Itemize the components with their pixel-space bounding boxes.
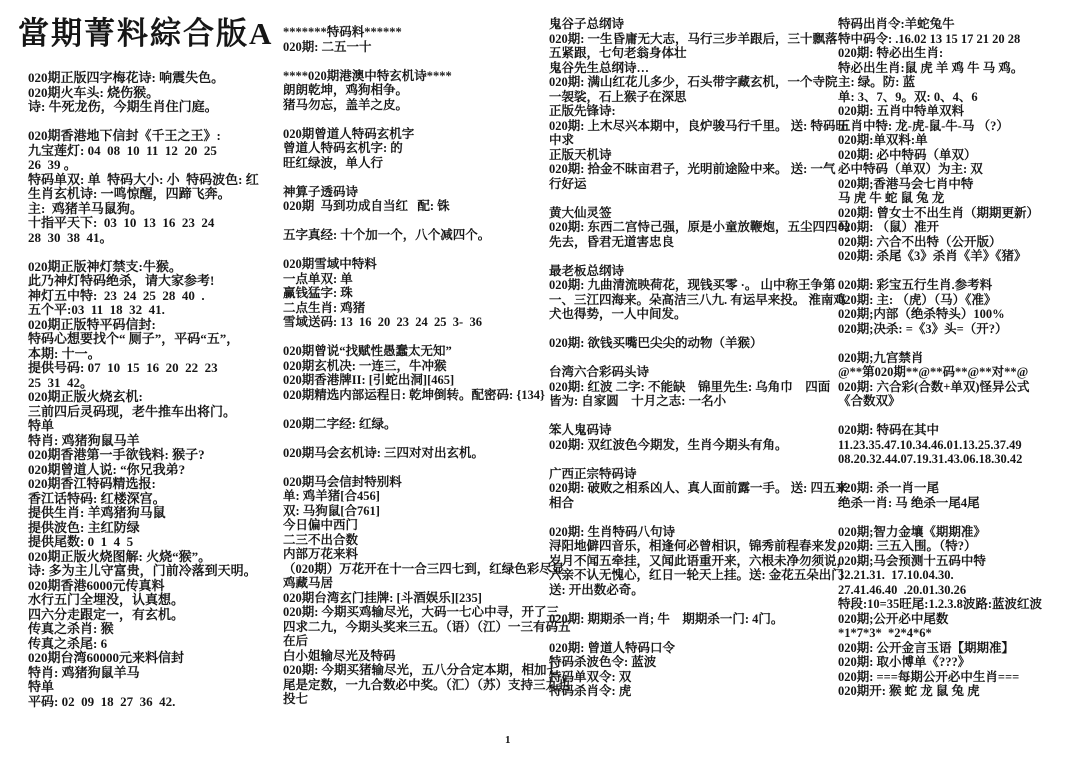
blank-line <box>283 54 545 69</box>
text-line: 020期: 曾道人特码口令 <box>549 640 676 655</box>
text-line: 旺红绿波，单人行 <box>283 155 384 170</box>
text-line: 提供尾数: 0 1 4 5 <box>28 534 134 549</box>
blank-line <box>28 245 283 260</box>
text-line: 020期: 满山红花儿多少，石头带字藏玄机，一个寺院 <box>549 75 838 89</box>
column-3 <box>549 17 851 699</box>
text-line: 特码心想要找个“ 厕子”，平码“五”， <box>28 331 240 346</box>
text-line: 此乃神灯特码绝杀，请大家参考! <box>28 273 215 288</box>
text-line: 020期香江特码精选报: <box>28 476 156 491</box>
text-line: 广西正宗特码诗 <box>549 466 637 481</box>
text-line: 鬼谷先生总纲诗… <box>549 60 650 75</box>
text-line: 020期: 六合彩(合数+单双)怪异公式 <box>838 379 1030 394</box>
text-line: 犬也得势，一人中间发。 <box>549 307 687 321</box>
blank-line <box>549 249 837 264</box>
text-line: 浔阳地僻四音乐，相逢何必曾相识，锦秀前程春来发， <box>549 539 850 553</box>
text-line: 特码出肖令:羊蛇兔牛 <box>838 17 955 31</box>
text-line: 020期正版火烧图解: 火烧“猴”。 <box>28 548 212 564</box>
text-line: 平码: 02 09 18 27 36 42. <box>28 693 176 709</box>
text-line: 提供波色: 主红防绿 <box>28 519 140 535</box>
text-line: 单: 鸡羊猪[合456] <box>283 489 380 503</box>
text-line: 020期: 公开金言玉语【期期准】 <box>838 640 1015 655</box>
blank-line <box>549 409 837 424</box>
blank-line <box>283 214 545 229</box>
text-line: 中求 <box>549 133 575 147</box>
text-line: 11.23.35.47.10.34.46.01.13.25.37.49 <box>838 437 1022 452</box>
text-line: 020期雪域中特料 <box>283 257 377 271</box>
text-line: 一、三江四海来。朵高洁三八九. 有运早来投。 淮南鸡 <box>549 292 846 307</box>
text-line: 必中特码（单双）为主: 双 <box>838 162 983 176</box>
text-line: 六亲不认无愧心，红日一轮天上挂。送: 金花五朵出门 <box>549 568 844 582</box>
text-line: 020期马会玄机诗: 三四对对出玄机。 <box>283 445 485 460</box>
text-line: 香江话特码: 红楼深宫。 <box>28 490 166 506</box>
text-line: @**第020期**@**码**@**对**@ <box>838 365 1029 379</box>
text-line: 020期: 双红波色今期发，生肖今期头有角。 <box>549 437 788 452</box>
text-line: 生肖玄机诗: 一鸣惊醒，四蹄飞奔。 <box>28 186 231 201</box>
text-line: 黄大仙灵签 <box>549 205 612 220</box>
blank-line <box>283 431 545 446</box>
text-line: 020期正版神灯禁支:牛猴。 <box>28 258 182 274</box>
text-line: 020期: 今期买鸡输尽光，大码一七心中寻，开了三 <box>283 605 560 619</box>
text-line: 《合数双》 <box>838 394 901 408</box>
text-line: 一点单双: 单 <box>283 271 353 286</box>
text-line: 020期;公开必中尾数 <box>838 611 949 626</box>
blank-line <box>838 409 1078 424</box>
text-line: 白小姐输尽光及特码 <box>283 648 396 663</box>
text-line: 鬼谷子总纲诗 <box>549 17 625 31</box>
text-line: 020期台湾玄门挂牌: [斗酒娱乐][235] <box>283 590 482 605</box>
text-line: 020期: 破败之相系凶人、真人面前露一手。 送: 四五来 <box>549 481 848 495</box>
text-line: 特码单双令: 双 <box>549 669 632 684</box>
text-line: 台湾六合彩码头诗 <box>549 365 650 379</box>
text-line: 主: 绿。防: 蓝 <box>838 75 916 89</box>
text-line: 皆为: 自家圆 十月之志: 一名小 <box>549 394 727 408</box>
text-line: 鸡藏马居 <box>283 576 334 590</box>
text-line: 28 30 38 41。 <box>28 229 113 245</box>
blank-line <box>838 264 1078 279</box>
text-line: 五个平:03 11 18 32 41. <box>28 302 165 317</box>
text-line: 26 39 。 <box>28 157 77 172</box>
text-line: *******特码料****** <box>283 25 402 39</box>
text-line: 020期;香港马会七肖中特 <box>838 176 974 191</box>
text-line: 岁月不闻五牵挂，又闻此语重开来，六根未净勿须说， <box>549 553 850 568</box>
column-4 <box>838 17 1078 699</box>
text-line: 020期;智力金壤《期期准》 <box>838 524 986 539</box>
text-line: 内部万花来料 <box>283 547 359 561</box>
text-line: 诗: 多为主儿守富贵，门前冷落到天明。 <box>28 563 257 578</box>
text-line: 08.20.32.44.07.19.31.43.06.18.30.42 <box>838 452 1023 466</box>
blank-line <box>28 115 283 130</box>
text-line: 020期;决杀: =《3》头=（开?） <box>838 321 1008 336</box>
text-line: 020期: 曾女士不出生肖（期期更新） <box>838 205 1040 220</box>
text-line: 020期正版火烧玄机: <box>28 389 143 404</box>
text-line: 020期: 取小博单《???》 <box>838 655 971 669</box>
text-line: 一袈裟，石上猴子在深思 <box>549 89 687 104</box>
text-line: 朗朗乾坤，鸡狗相争。 <box>283 83 409 97</box>
blank-line <box>838 336 1078 351</box>
text-line: 020期;九宫禁肖 <box>838 350 924 365</box>
text-line: 020期: 特必出生肖: <box>838 46 944 60</box>
blank-line <box>283 402 545 417</box>
blank-line <box>283 460 545 475</box>
text-line: 九宝莲灯: 04 08 10 11 12 20 25 <box>28 142 217 158</box>
text-line: 三前四后灵码现，老牛推车出将门。 <box>28 403 237 419</box>
text-line: 27.41.46.40 .20.01.30.26 <box>838 582 967 597</box>
text-line: 猪马勿忘，盖羊之皮。 <box>283 97 409 112</box>
text-line: 020期: （鼠）准开 <box>838 220 940 234</box>
text-line: 020期香港第一手欲钱料: 猴子? <box>28 447 205 462</box>
text-line: 020期: 三五入围。（特?） <box>838 539 977 553</box>
text-line: 020期: 生肖特码八句诗 <box>549 524 676 539</box>
text-line: 五肖中特: 龙-虎-鼠-牛-马 （?） <box>838 118 1009 133</box>
text-line: 020期: 六合不出特（公开版） <box>838 234 1002 249</box>
text-line: 020期: 彩宝五行生肖.参考料 <box>838 278 993 292</box>
text-line: 020期 马到功成自当红 配: 铢 <box>283 199 450 213</box>
text-line: 曾道人特码玄机字: 的 <box>283 141 403 155</box>
text-line: 020期香港6000元传真料 <box>28 577 165 593</box>
blank-line <box>549 322 837 337</box>
text-line: 神灯五中特: 23 24 25 28 40 . <box>28 287 205 303</box>
text-line: 特码杀波色令: 蓝波 <box>549 655 657 669</box>
text-line: 020期正版特平码信封: <box>28 316 156 332</box>
text-line: 先去，昏君无道害忠良 <box>549 234 675 249</box>
text-line: 020期香港地下信封《千王之王》: <box>28 128 221 143</box>
text-line: 020期: 欲钱买嘴巴尖尖的动物（羊猴） <box>549 336 763 350</box>
text-line: 单: 3、7、9。双: 0、4、6 <box>838 89 978 104</box>
column-1 <box>28 71 283 709</box>
text-line: 特肖: 鸡猪狗鼠马羊 <box>28 432 140 448</box>
text-line: 传真之杀肖: 猴 <box>28 621 114 636</box>
text-line: 020期: 一生昏庸无大志，马行三步羊跟后，三十飘落 <box>549 31 838 46</box>
blank-line <box>283 170 545 185</box>
text-line: 今日偏中西门 <box>283 518 359 532</box>
text-line: 020期: 二五一十 <box>283 39 372 54</box>
text-line: 020期开: 猴 蛇 龙 鼠 兔 虎 <box>838 684 980 698</box>
text-line: 四求二九，今期头奖来三五。（语）（江）一三有码五 <box>283 619 571 634</box>
text-line: 020期: 特码在其中 <box>838 423 940 437</box>
text-line: ****020期港澳中特玄机诗**** <box>283 68 452 83</box>
text-line: 020期: 杀尾《3》杀肖《羊》《猪》 <box>838 249 1027 263</box>
text-line: 相合 <box>549 495 575 510</box>
text-line: 020期台湾60000元来料信封 <box>28 650 185 665</box>
text-line: 020期: 主: （虎）（马）《准》 <box>838 292 997 307</box>
text-line: 投七 <box>283 692 309 706</box>
blank-line <box>283 243 545 258</box>
text-line: 020期马会信封特别料 <box>283 474 402 489</box>
text-line: 提供生肖: 羊鸡猪狗马鼠 <box>28 505 166 520</box>
text-line: 020期香港牌II: [引蛇出洞][465] <box>283 373 455 387</box>
text-line: 神算子透码诗 <box>283 184 359 199</box>
text-line: 五紧跟，七句老翁身体壮 <box>549 46 687 60</box>
text-line: 25 31 42。 <box>28 374 94 390</box>
text-line: 尾是定数，一九合数必中奖。（汇）（苏）支持三九也 <box>283 677 571 692</box>
text-line: 020期曾道人说: “你兄我弟? <box>28 461 186 477</box>
blank-line <box>549 452 837 467</box>
text-line: 雪域送码: 13 16 20 23 24 25 3- 36 <box>283 315 482 329</box>
blank-line <box>838 467 1078 482</box>
blank-line <box>838 510 1078 525</box>
text-line: 绝杀一肖: 马 绝杀一尾4尾 <box>838 495 980 510</box>
text-line: 020期玄机决: 一连三，牛冲猴 <box>283 358 447 373</box>
page-title: 當期菁料綜合版A <box>18 16 274 51</box>
text-line: 马 虎 牛 蛇 鼠 兔 龙 <box>838 191 945 205</box>
text-line: 020期: 拾金不昧亩君子，光明前途险中来。 送: 一气 <box>549 162 836 176</box>
text-line: 特单 <box>28 679 55 694</box>
text-line: 020期精选内部运程日: 乾坤倒转。配密码: {134} <box>283 387 545 402</box>
text-line: （020期）万花开在十一合三四七到，红绿色彩尽显 <box>283 561 565 576</box>
text-line: 020期;马会预测十五码中特 <box>838 553 986 568</box>
text-line: 特码杀肖令: 虎 <box>549 684 632 698</box>
text-line: 本期: 十一。 <box>28 345 101 361</box>
blank-line <box>283 330 545 345</box>
text-line: 020期: 五肖中特单双料 <box>838 104 965 118</box>
text-line: 提供号码: 07 10 15 16 20 22 23 <box>28 360 218 375</box>
blank-line <box>283 112 545 127</box>
text-line: 最老板总纲诗 <box>549 263 625 278</box>
text-line: 020期;内部（绝杀特头）100% <box>838 307 1005 321</box>
text-line: 020期: 今期买猪输尽光，五八分合定本期，相加七 <box>283 663 560 677</box>
text-line: 020期: 红波 二字: 不能缺 锦里先生: 乌角巾 四面 <box>549 379 831 394</box>
text-line: 特必出生肖:鼠 虎 羊 鸡 牛 马 鸡。 <box>838 60 1024 75</box>
text-line: 特肖: 鸡猪狗鼠羊马 <box>28 664 140 680</box>
text-line: 特中码令: .16.02 13 15 17 21 20 28 <box>838 31 1021 46</box>
text-line: 水行五门全埋没，认真想。 <box>28 592 185 607</box>
text-line: 特码单双: 单 特码大小: 小 特码波色: 红 <box>28 171 259 187</box>
blank-line <box>549 191 837 206</box>
text-line: 五字真经: 十个加一个，八个减四个。 <box>283 228 491 242</box>
text-line: 送: 开出数必奇。 <box>549 582 644 597</box>
text-line: 020期正版四字梅花诗: 响震失色。 <box>28 70 225 85</box>
text-line: 020期: ===每期公开必中生肖=== <box>838 669 1020 684</box>
text-line: *1*7*3* *2*4*6* <box>838 626 932 640</box>
blank-line <box>549 597 837 612</box>
text-line: 行好运 <box>549 176 587 191</box>
text-line: 32.21.31. 17.10.04.30. <box>838 568 954 582</box>
text-line: 020期: 期期杀一肖; 牛 期期杀一门: 4门。 <box>549 611 784 626</box>
text-line: 在后 <box>283 634 309 648</box>
page-number: 1 <box>505 734 511 746</box>
text-line: 020期: 东西二宫恃己强，原是小童放鞭炮，五尘四四马 <box>549 220 851 234</box>
text-line: 二三不出合数 <box>283 532 359 547</box>
text-line: 赢钱猛字: 珠 <box>283 286 353 300</box>
text-line: 十指平天下: 03 10 13 16 23 24 <box>28 215 215 230</box>
text-line: 020期: 杀一肖一尾 <box>838 481 940 495</box>
text-line: 二点生肖: 鸡猪 <box>283 300 366 315</box>
blank-line <box>549 351 837 366</box>
text-line: 诗: 牛死龙伤，今期生肖住门庭。 <box>28 99 218 114</box>
text-line: 020期火车头: 烧伤猴。 <box>28 84 160 100</box>
text-line: 双: 马狗鼠[合761] <box>283 503 380 518</box>
text-line: 正版天机诗 <box>549 147 612 162</box>
text-line: 020期: 九曲清流映荷花，现钱买零 ·。 山中称王争第 <box>549 278 836 292</box>
text-line: 笨人鬼码诗 <box>549 423 612 437</box>
text-line: 特段:10=35旺尾:1.2.3.8波路:蓝波红波 <box>838 597 1042 611</box>
text-line: 020期: 上木尽兴本期中，良炉骏马行千里。 送: 特码旺 <box>549 118 848 133</box>
text-line: 传真之杀尾: 6 <box>28 635 108 651</box>
blank-line <box>549 510 837 525</box>
text-line: 正版先锋诗: <box>549 104 616 118</box>
text-line: 020期:单双料:单 <box>838 133 928 147</box>
text-line: 020期曾说“找赋性愚蠢太无知” <box>283 344 452 358</box>
text-line: 特单 <box>28 418 55 433</box>
blank-line <box>549 626 837 641</box>
text-line: 四六分走跟定一，有玄机。 <box>28 606 185 622</box>
text-line: 主: 鸡猪羊马鼠狗。 <box>28 200 143 216</box>
text-line: 020期: 必中特码（单双） <box>838 147 977 162</box>
text-line: 020期曾道人特码玄机字 <box>283 126 415 141</box>
text-line: 020期二字经: 红绿。 <box>283 416 397 431</box>
